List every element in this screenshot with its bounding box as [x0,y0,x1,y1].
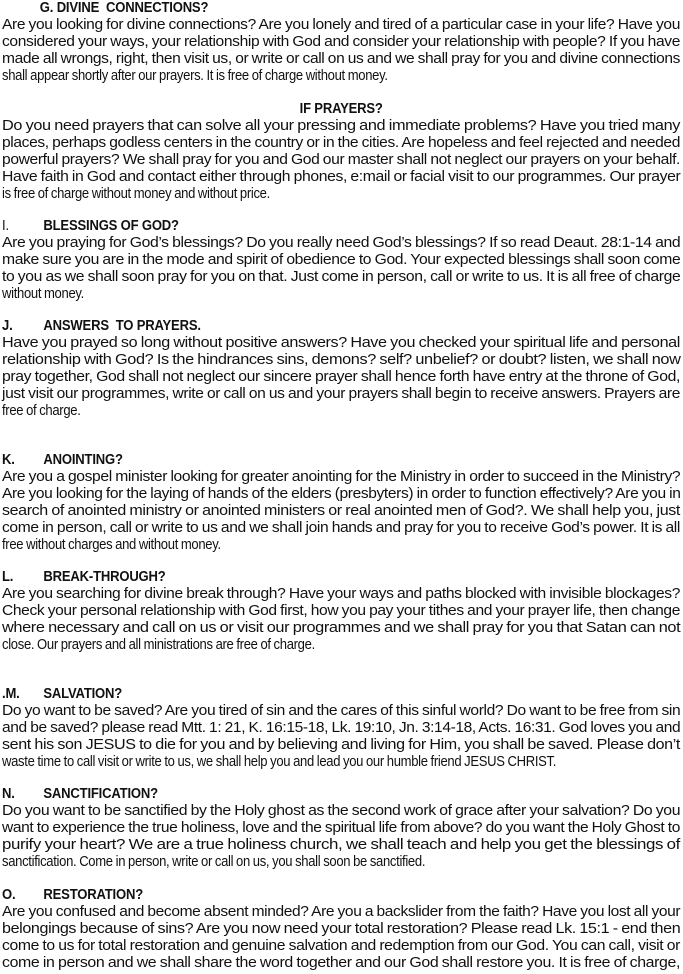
body-line: places, perhaps godless centers in the country or in the cities. Are hopeless and feel rejected and needed [2,135,681,151]
section-restoration [2,887,680,972]
section-title: SALVATION? [43,686,123,702]
body-line: without money. [2,286,84,302]
section-letter: G. [39,0,54,16]
section-heading [2,452,612,469]
body-line: Have you prayed so long without positive answers? Have you checked your spiritual life and personal [2,335,680,351]
body-line: come in person, call or write to us and we shall join hands and pray for you to receive God’s power. It is all [2,520,681,536]
body-line: where necessary and call on us or visit our programmes and we shall pray for you that Satan can not [2,620,681,636]
section-letter: L. [2,569,14,585]
section-sanctification [2,786,680,871]
section-salvation [2,686,680,771]
body-line: just visit our programmes, write or call on us and your prayers shall begin to receive answers. Prayers are [2,386,681,402]
section-body [2,335,680,420]
body-line: make sure you are in the mode and spirit of obedience to God. Your expected blessings shall soon come [2,252,681,268]
section-blessings-of-god [2,218,680,303]
body-line: and be saved? please read Mtt. 1: 21, K. 16:15-18, Lk. 19:10, Jn. 3:14-18, Acts. 16:31. God loves you and [2,720,681,736]
section-heading [2,887,612,904]
body-line: powerful prayers? We shall pray for you and God our master shall not neglect our prayers on your behalf. [2,152,680,168]
body-line: sent his son JESUS to die for you and by believing and living for Him, you shall be saved. Please don’t [2,737,681,753]
section-body [2,469,680,554]
body-line: free without charges and without money. [2,537,221,553]
section-letter: O. [2,887,16,903]
body-line: come in person and we shall share the word together and our God shall restore you. It is free of charge, [2,955,681,971]
body-line: Are you looking for divine connections? Are you lonely and tired of a particular case in your life? Have you [2,17,681,33]
section-title: ANOINTING? [43,452,123,468]
body-line: is free of charge without money and without price. [2,186,270,202]
section-heading [2,786,612,803]
body-line: come to us for total restoration and genuine salvation and redemption from our God. You can call, visit or [2,938,680,954]
body-line: purify your heart? We are a true holiness church, we shall teach and help you get the blessings of [2,837,680,853]
body-line: Are you a gospel minister looking for greater anointing for the Ministry in order to succeed in the Ministry? [2,469,681,485]
body-line: to you as we shall soon pray for you on that. Just come in person, call or write to us. It is all free of charge [2,269,681,285]
section-title: ANSWERS TO PRAYERS. [43,318,201,334]
section-break-through [2,569,680,654]
body-line: made all wrongs, right, then visit us, or write or call on us and we shall pray for you and divine connections [2,51,681,67]
section-heading [2,686,612,703]
body-line: Do yo want to be saved? Are you tired of sin and the cares of this sinful world? Do want to be free from sin [2,703,681,719]
section-title: SANCTIFICATION? [43,786,158,802]
section-heading [2,318,612,335]
section-body [2,235,680,303]
section-heading [2,569,612,586]
section-if-prayers [2,101,680,203]
body-line: sanctification. Come in person, write or call on us, you shall soon be sanctified. [2,854,426,870]
body-line: Do you want to be sanctified by the Holy ghost as the second work of grace after your salvation? Do you [2,803,681,819]
body-line: Are you searching for divine break through? Have your ways and paths blocked with invisible blockages? [2,586,681,602]
body-line: Check your personal relationship with God first, how you pay your tithes and your prayer life, then change [2,603,681,619]
section-title: IF PRAYERS? [299,101,383,117]
section-heading [2,218,612,235]
body-line: Have faith in God and contact either through phones, e:mail or facial visit to our programmes. Our prayer [2,169,681,185]
body-line: pray together, God shall not neglect our sincere prayer shall hence forth have entry at the throne of God, [2,369,681,385]
section-divine-connections [2,0,680,85]
body-line: free of charge. [2,403,81,419]
section-title: BREAK-THROUGH? [43,569,166,585]
section-body [2,17,680,85]
section-title: RESTORATION? [43,887,143,903]
section-letter: .M. [2,686,20,702]
body-line: shall appear shortly after our prayers. It is free of charge without money. [2,68,388,84]
body-line: want to experience the true holiness, love and the spiritual life from above? do you want the Holy Ghost to [2,820,681,836]
body-line: belongings because of sins? Are you now need your total restoration? Please read Lk. 15:1 - end then [2,921,681,937]
section-anointing [2,452,680,554]
body-line: Do you need prayers that can solve all your pressing and immediate problems? Have you tried many [2,118,680,134]
section-heading [2,101,680,118]
body-line: considered your ways, your relationship with God and consider your relationship with people? If you have [2,34,681,50]
section-letter: I. [2,218,9,234]
body-line: search of anointed ministry or anointed ministers or real anointed men of God?. We shall help you, just [2,503,680,519]
body-line: Are you looking for the laying of hands of the elders (presbyters) in order to function effectively? Are you in [2,486,681,502]
body-line: Are you praying for God’s blessings? Do you really need God’s blessings? If so read Deaut. 28:1-14 and [2,235,681,251]
body-line: waste time to call visit or write to us, we shall help you and lead you our humble friend JESUS CHRIST. [2,754,557,770]
section-answers-to-prayers [2,318,680,420]
section-heading [2,0,612,17]
section-title: DIVINE CONNECTIONS? [56,0,209,16]
body-line: relationship with God? Is the hindrances sins, demons? self? unbelief? or doubt? listen, we shall now [2,352,681,368]
section-title: BLESSINGS OF GOD? [43,218,179,234]
section-body [2,118,680,203]
section-letter: N. [2,786,15,802]
section-body [2,803,680,871]
section-body [2,586,680,654]
section-letter: K. [2,452,15,468]
body-line: close. Our prayers and all ministrations are free of charge. [2,637,315,653]
section-letter: J. [2,318,13,334]
body-line: Are you confused and become absent minded? Are you a backslider from the faith? Have you lost all your [2,904,681,920]
section-body [2,703,680,771]
section-body [2,904,680,972]
